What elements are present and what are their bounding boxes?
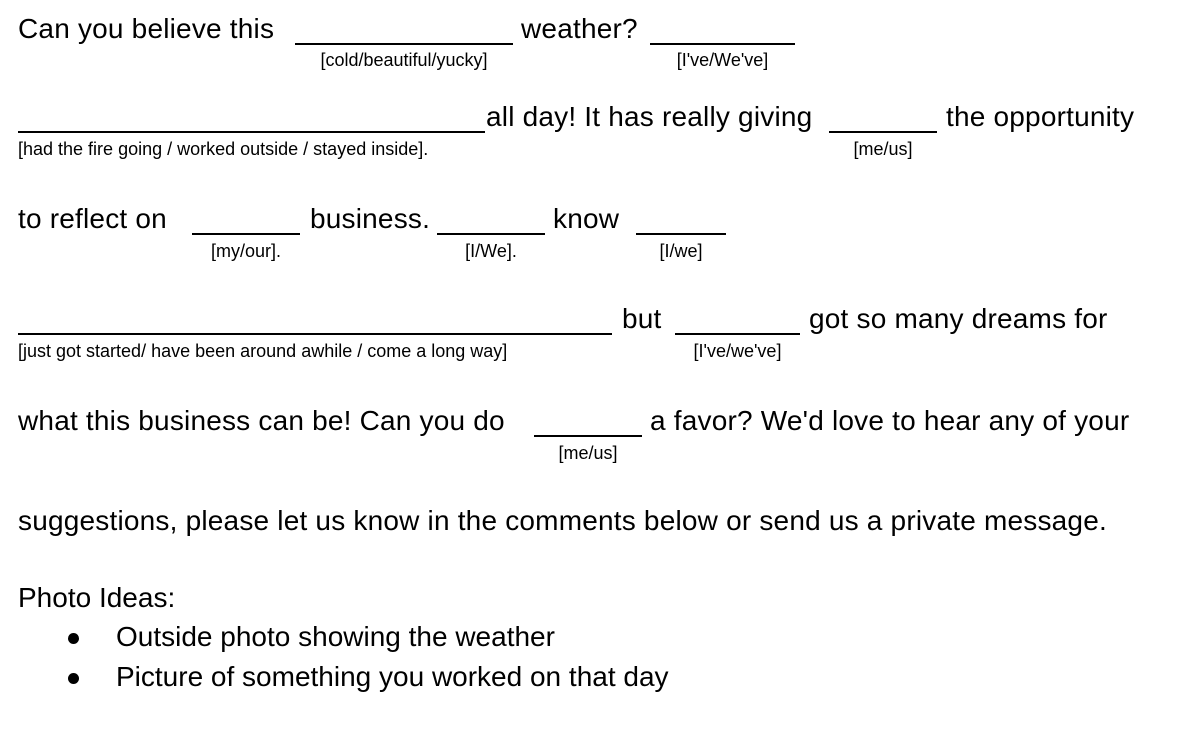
paragraph-line-2 xyxy=(0,88,1184,159)
list-item xyxy=(0,620,900,660)
paragraph-line-6 xyxy=(0,492,1184,552)
hint-weather-adjective: [cold/beautiful/yucky] xyxy=(320,50,488,70)
hint-me-us-2: [me/us] xyxy=(558,443,618,463)
line-4-text-1: but xyxy=(622,303,662,334)
hint-me-us-1: [me/us] xyxy=(853,139,913,159)
line-1-text-2: weather? xyxy=(521,13,638,44)
line-6-text-1: suggestions, please let us know in the comments below or send us a private message. xyxy=(18,505,1107,536)
line-4-text-2: got so many dreams for xyxy=(809,303,1108,334)
line-2-text-1: all day! It has really giving xyxy=(486,101,813,132)
bullet-icon xyxy=(68,673,79,684)
line-1-text-1: Can you believe this xyxy=(18,13,275,44)
photo-ideas-title: Photo Ideas: xyxy=(18,582,176,613)
paragraph-line-1 xyxy=(0,0,1184,70)
list-item xyxy=(0,660,900,700)
photo-idea-text: Picture of something you worked on that day xyxy=(116,661,669,692)
hint-ive-weve-2: [I've/we've] xyxy=(693,341,782,361)
blank-i-we-2[interactable] xyxy=(636,233,726,235)
bullet-icon xyxy=(68,633,79,644)
hint-i-we-1: [I/We]. xyxy=(465,241,517,261)
hint-i-we-2: [I/we] xyxy=(659,241,703,261)
blank-i-we-1[interactable] xyxy=(437,233,545,235)
blank-weather-adjective[interactable] xyxy=(295,43,513,45)
blank-ive-weve-1[interactable] xyxy=(650,43,795,45)
blank-my-our[interactable] xyxy=(192,233,300,235)
hint-activity: [had the fire going / worked outside / stayed inside]. xyxy=(18,139,429,159)
line-2-text-2: the opportunity xyxy=(946,101,1135,132)
hint-business-age: [just got started/ have been around awhile / come a long way] xyxy=(18,341,508,361)
line-5-text-2: a favor? We'd love to hear any of your xyxy=(650,405,1130,436)
paragraph-line-4 xyxy=(0,290,1184,361)
hint-my-our: [my/our]. xyxy=(210,241,281,261)
paragraph-line-3 xyxy=(0,190,1184,261)
line-3-text-2: business. xyxy=(310,203,431,234)
line-5-text-1: what this business can be! Can you do xyxy=(18,405,505,436)
line-3-text-3: know xyxy=(553,203,620,234)
hint-ive-weve-1: [I've/We've] xyxy=(676,50,769,70)
paragraph-line-5 xyxy=(0,392,1184,463)
photo-idea-text: Outside photo showing the weather xyxy=(116,621,555,652)
blank-me-us-2[interactable] xyxy=(534,435,642,437)
photo-ideas-list xyxy=(0,620,900,700)
blank-activity[interactable] xyxy=(18,131,485,133)
blank-me-us-1[interactable] xyxy=(829,131,937,133)
line-3-text-1: to reflect on xyxy=(18,203,167,234)
blank-ive-weve-2[interactable] xyxy=(675,333,800,335)
blank-business-age[interactable] xyxy=(18,333,612,335)
